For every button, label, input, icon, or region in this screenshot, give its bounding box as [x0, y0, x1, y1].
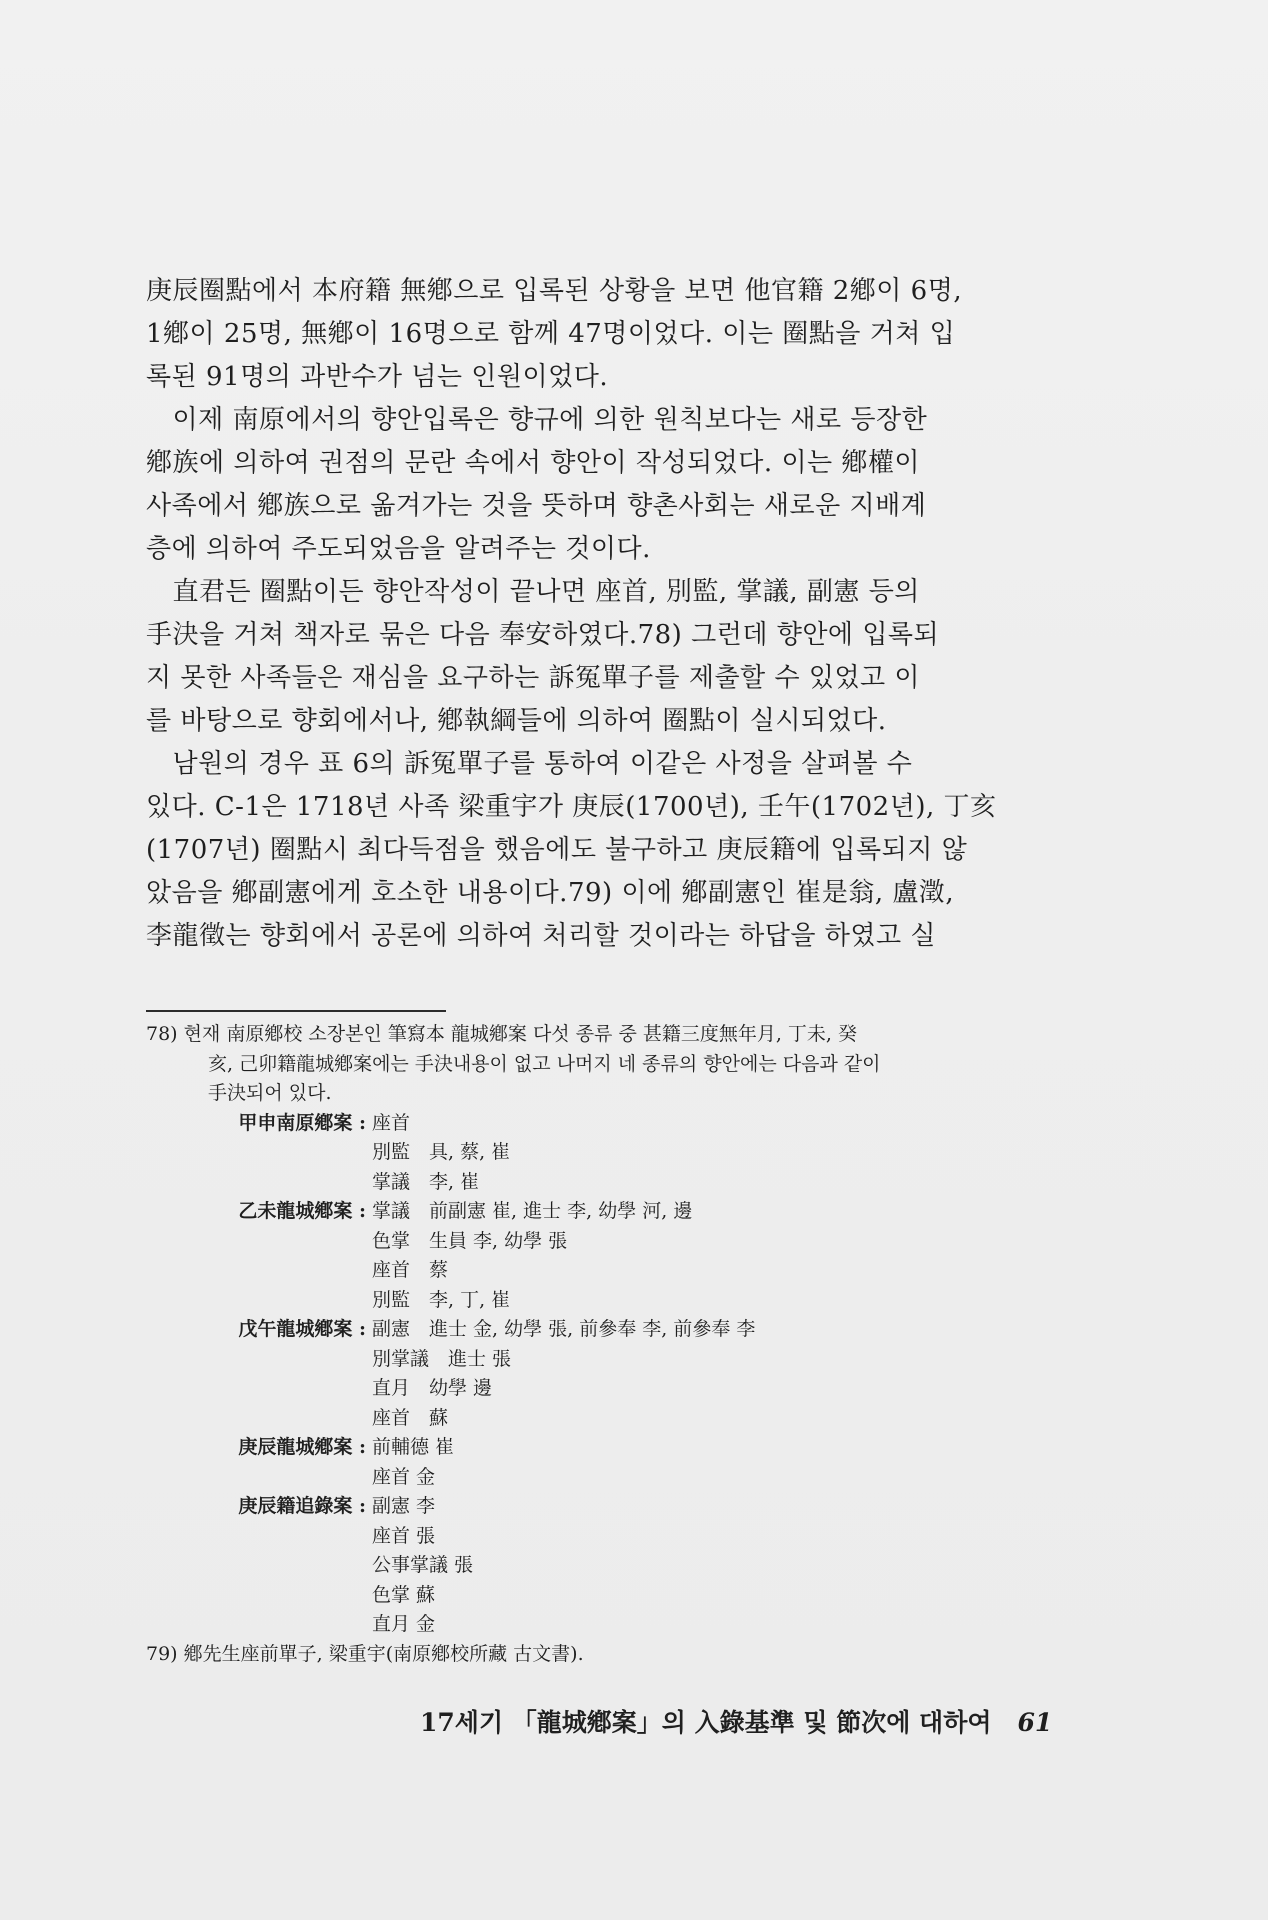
roster-label	[208, 1227, 372, 1257]
text-line: 1鄕이 25명, 無鄕이 16명으로 함께 47명이었다. 이는 圈點을 거쳐 입	[146, 319, 956, 349]
text-line: 지 못한 사족들은 재심을 요구하는 訴冤單子를 제출할 수 있었고 이	[146, 663, 921, 693]
running-title: 17세기 「龍城鄕案」의 入錄基準 및 節次에 대하여	[420, 1708, 992, 1737]
roster-label	[208, 1463, 372, 1493]
main-text	[146, 270, 1051, 958]
roster-label	[208, 1256, 372, 1286]
roster-row	[208, 1404, 1051, 1434]
text-line: (1707년) 圈點시 최다득점을 했음에도 불구하고 庚辰籍에 입록되지 않	[146, 835, 968, 865]
text-line: 直君든 圈點이든 향안작성이 끝나면 座首, 別監, 掌議, 副憲 등의	[146, 577, 920, 607]
text-line: 李龍徵는 향회에서 공론에 의하여 처리할 것이라는 하답을 하였고 실	[146, 921, 937, 951]
roster-row	[208, 1551, 1051, 1581]
roster-row	[208, 1463, 1051, 1493]
roster-row	[208, 1315, 1051, 1345]
roster-label: 甲申南原鄕案 :	[238, 1111, 366, 1134]
text-line: 庚辰圈點에서 本府籍 無鄕으로 입록된 상황을 보면 他官籍 2鄕이 6명,	[146, 276, 963, 306]
roster-label	[208, 1610, 372, 1640]
roster-row	[208, 1374, 1051, 1404]
roster-value: 副憲 李	[372, 1495, 436, 1517]
roster-label	[208, 1168, 372, 1198]
roster-label: 戊午龍城鄕案 :	[238, 1318, 366, 1340]
roster-value: 別掌議 進士 張	[372, 1347, 512, 1370]
roster-value: 掌議 李, 崔	[372, 1170, 480, 1193]
roster-row	[208, 1227, 1051, 1257]
text-line: 록된 91명의 과반수가 넘는 인원이었다.	[146, 362, 609, 392]
roster-value: 色掌 生員 李, 幼學 張	[372, 1229, 568, 1252]
roster-row	[208, 1492, 1051, 1522]
roster-label	[208, 1551, 372, 1581]
roster-value: 公事掌議 張	[372, 1554, 474, 1576]
roster-value: 副憲 進士 金, 幼學 張, 前參奉 李, 前參奉 李	[372, 1318, 756, 1340]
running-footer	[420, 1703, 1060, 1739]
roster-value: 座首 蘇	[372, 1406, 449, 1429]
roster-label	[208, 1374, 372, 1404]
text-line: 를 바탕으로 향회에서나, 鄕執綱들에 의하여 圈點이 실시되었다.	[146, 706, 887, 736]
roster-value: 前輔德 崔	[372, 1436, 455, 1458]
roster-row	[208, 1522, 1051, 1552]
roster-row	[208, 1197, 1051, 1227]
text-line: 있다. C-1은 1718년 사족 梁重宇가 庚辰(1700년), 壬午(1702년), 丁亥	[146, 792, 997, 822]
roster-label	[208, 1404, 372, 1434]
roster-label	[208, 1138, 372, 1168]
text-line: 았음을 鄕副憲에게 호소한 내용이다.79) 이에 鄕副憲인 崔是翁, 盧澂,	[146, 878, 955, 908]
text-line: 手決을 거쳐 책자로 묶은 다음 奉安하였다.78) 그런데 향안에 입록되	[146, 620, 940, 650]
roster-row	[208, 1581, 1051, 1611]
footnotes	[146, 1020, 1051, 1669]
page-number: 61	[1017, 1708, 1053, 1737]
roster-value: 色掌 蘇	[372, 1583, 436, 1606]
roster-label	[208, 1345, 372, 1375]
roster-value: 座首 蔡	[372, 1259, 449, 1281]
hand-signature-roster	[208, 1109, 1051, 1640]
roster-value: 座首 金	[372, 1465, 436, 1488]
roster-value: 掌議 前副憲 崔, 進士 李, 幼學 河, 邊	[372, 1200, 693, 1222]
roster-label: 乙未龍城鄕案 :	[238, 1200, 366, 1222]
roster-label	[208, 1581, 372, 1611]
roster-row	[208, 1109, 1051, 1139]
roster-value: 座首 張	[372, 1524, 436, 1547]
footnote-78-line: 手決되어 있다.	[208, 1082, 332, 1104]
roster-row	[208, 1433, 1051, 1463]
text-line: 사족에서 鄕族으로 옮겨가는 것을 뜻하며 향촌사회는 새로운 지배계	[146, 491, 927, 521]
footnote-79: 79) 鄕先生座前單子, 梁重宇(南原鄕校所藏 古文書).	[146, 1642, 584, 1665]
roster-value: 別監 具, 蔡, 崔	[372, 1141, 511, 1163]
roster-row	[208, 1610, 1051, 1640]
roster-row	[208, 1286, 1051, 1316]
footnote-78-line: 78) 현재 南原鄕校 소장본인 筆寫本 龍城鄕案 다섯 종류 중 甚籍三度無年月, 丁未, 癸	[146, 1023, 857, 1045]
text-line: 이제 南原에서의 향안입록은 향규에 의한 원칙보다는 새로 등장한	[146, 405, 928, 435]
text-line: 남원의 경우 표 6의 訴冤單子를 통하여 이같은 사정을 살펴볼 수	[146, 749, 913, 779]
roster-value: 直月 幼學 邊	[372, 1377, 493, 1399]
roster-label	[208, 1286, 372, 1316]
roster-value: 座首	[372, 1111, 411, 1134]
roster-label	[208, 1522, 372, 1552]
roster-value: 直月 金	[372, 1613, 436, 1635]
roster-row	[208, 1345, 1051, 1375]
roster-row	[208, 1138, 1051, 1168]
roster-label: 庚辰龍城鄕案 :	[238, 1436, 366, 1458]
roster-row	[208, 1256, 1051, 1286]
footnote-divider	[146, 1010, 446, 1012]
text-line: 층에 의하여 주도되었음을 알려주는 것이다.	[146, 534, 651, 564]
footnote-78-line: 亥, 己卯籍龍城鄕案에는 手決내용이 없고 나머지 네 종류의 향안에는 다음과 같이	[208, 1052, 881, 1075]
roster-row	[208, 1168, 1051, 1198]
roster-label: 庚辰籍追錄案 :	[238, 1495, 366, 1517]
text-line: 鄕族에 의하여 권점의 문란 속에서 향안이 작성되었다. 이는 鄕權이	[146, 448, 921, 478]
roster-value: 別監 李, 丁, 崔	[372, 1288, 511, 1311]
